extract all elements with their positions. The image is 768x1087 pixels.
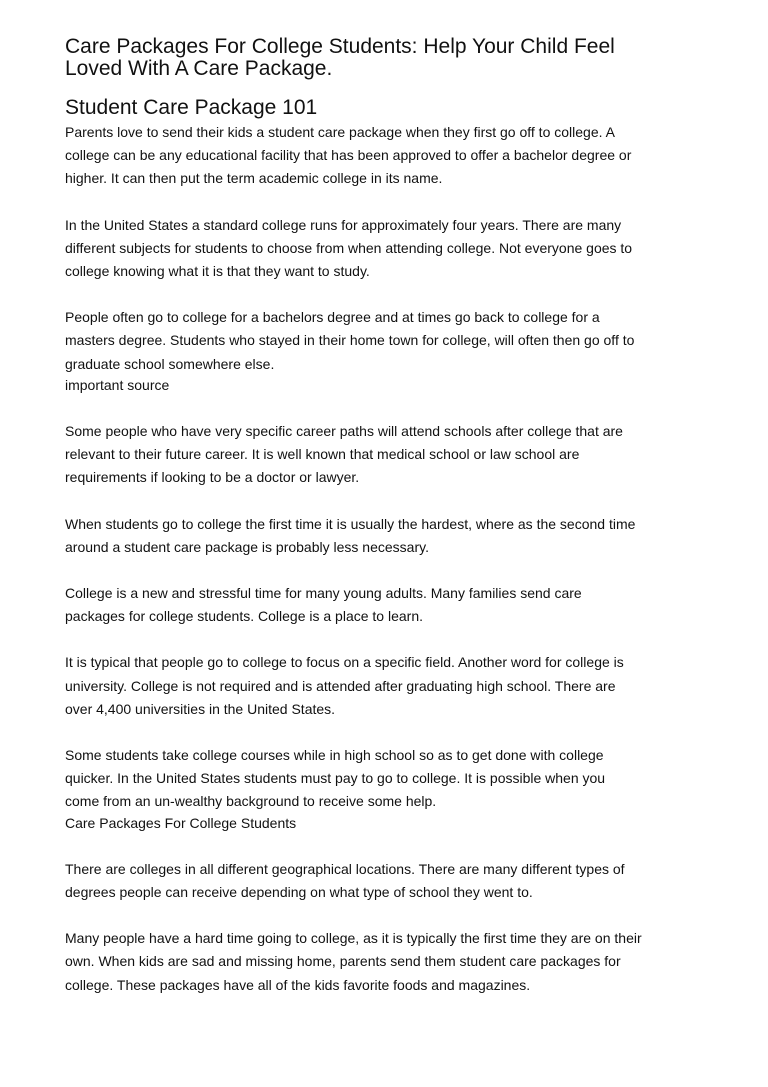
- paragraph-line: People often go to college for a bachelors degree and at times go back to college for a: [65, 309, 600, 326]
- paragraph-line: Some students take college courses while in high school so as to get done with college: [65, 747, 604, 764]
- paragraph-line: college. These packages have all of the kids favorite foods and magazines.: [65, 976, 531, 993]
- paragraph-line: college can be any educational facility that has been approved to offer a bachelor degree or: [65, 147, 632, 164]
- document-title-line-1: Care Packages For College Students: Help Your Child Feel: [65, 35, 615, 58]
- important-source-link[interactable]: important source: [65, 376, 170, 393]
- paragraph-8: [65, 744, 710, 835]
- paragraph-line: college knowing what it is that they want to study.: [65, 263, 370, 280]
- paragraph-10: [65, 927, 710, 997]
- paragraph-line: College is a new and stressful time for many young adults. Many families send care: [65, 585, 582, 602]
- paragraph-line: graduate school somewhere else.: [65, 355, 275, 372]
- paragraph-line: When students go to college the first time it is usually the hardest, where as the second time: [65, 515, 636, 532]
- care-packages-link[interactable]: Care Packages For College Students: [65, 814, 297, 831]
- paragraph-line: Parents love to send their kids a student care package when they first go off to college. A: [65, 124, 615, 140]
- paragraph-line: Many people have a hard time going to college, as it is typically the first time they are on their: [65, 930, 642, 947]
- paragraph-line: quicker. In the United States students must pay to go to college. It is possible when you: [65, 770, 606, 787]
- paragraph-9: [65, 858, 710, 904]
- section-heading: Student Care Package 101: [65, 96, 318, 119]
- paragraph-3: [65, 306, 710, 397]
- paragraph-line: Some people who have very specific career paths will attend schools after college that are: [65, 423, 623, 440]
- paragraph-line: It is typical that people go to college to focus on a specific field. Another word for college is: [65, 654, 624, 671]
- paragraph-line: own. When kids are sad and missing home, parents send them student care packages for: [65, 953, 621, 970]
- paragraph-line: requirements if looking to be a doctor or lawyer.: [65, 469, 360, 486]
- paragraph-7: [65, 651, 710, 721]
- paragraph-6: [65, 582, 710, 628]
- paragraph-line: masters degree. Students who stayed in their home town for college, will often then go off to: [65, 332, 635, 349]
- paragraph-line: degrees people can receive depending on what type of school they went to.: [65, 884, 533, 901]
- paragraph-line: relevant to their future career. It is well known that medical school or law school are: [65, 446, 580, 463]
- paragraph-line: higher. It can then put the term academic college in its name.: [65, 170, 443, 187]
- paragraph-2: [65, 214, 710, 284]
- paragraph-line: come from an un-wealthy background to receive some help.: [65, 793, 437, 810]
- paragraph-4: [65, 420, 710, 490]
- document-page: [65, 36, 710, 997]
- paragraph-line: packages for college students. College is a place to learn.: [65, 608, 423, 625]
- document-title: [65, 36, 710, 80]
- paragraph-line: different subjects for students to choose from when attending college. Not everyone goes to: [65, 239, 633, 256]
- paragraph-line: There are colleges in all different geographical locations. There are many different types of: [65, 860, 625, 877]
- paragraph-line: over 4,400 universities in the United States.: [65, 700, 336, 717]
- paragraph-line: In the United States a standard college runs for approximately four years. There are many: [65, 216, 622, 233]
- paragraph-5: [65, 513, 710, 559]
- paragraph-line: university. College is not required and is attended after graduating high school. There are: [65, 677, 616, 694]
- document-title-line-2: Loved With A Care Package.: [65, 57, 333, 80]
- paragraph-line: around a student care package is probably less necessary.: [65, 538, 429, 555]
- paragraph-1: [65, 121, 710, 191]
